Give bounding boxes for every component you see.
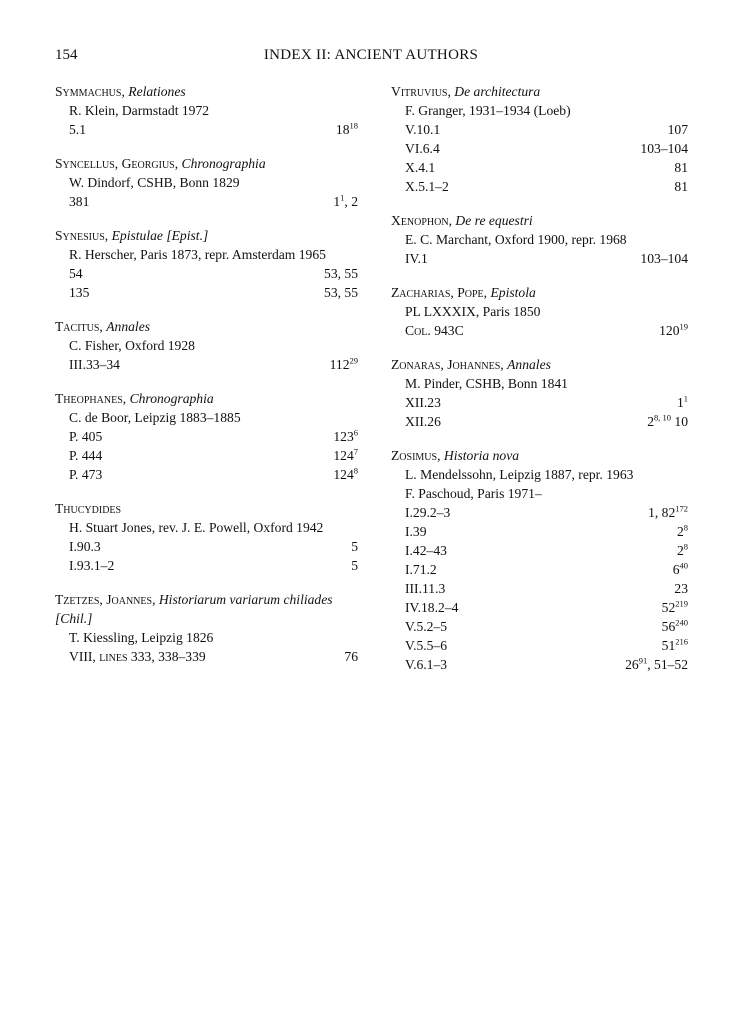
- reference-pages: $124^7$: [333, 446, 358, 463]
- reference-location: XII.23: [405, 395, 441, 410]
- work-title: Annales: [106, 319, 151, 334]
- reference-pages: 103–104: [640, 141, 688, 156]
- reference-pages: 103–104: [640, 251, 688, 266]
- reference-pages: 5: [351, 558, 358, 573]
- index-entry: [55, 389, 358, 484]
- reference-pages: $26^{91}$, 51–52: [625, 655, 688, 672]
- reference-row: [391, 522, 688, 541]
- index-entry: [55, 226, 358, 302]
- reference-pages: 2$^{8, 10}$ 10: [647, 412, 688, 429]
- reference-row: [55, 264, 358, 283]
- reference-location: I.39: [405, 524, 427, 539]
- author-name: Theophanes: [55, 391, 123, 406]
- reference-location: I.71.2: [405, 562, 437, 577]
- index-entry: [391, 283, 688, 340]
- work-title: De architectura: [454, 84, 541, 99]
- author-line: Vitruvius, De architectura: [391, 84, 541, 99]
- reference-pages: 1, $82^{172}$: [648, 503, 688, 520]
- work-title: De re equestri: [455, 213, 533, 228]
- reference-row: [55, 355, 358, 374]
- index-entry: [391, 446, 688, 674]
- index-column-left: [55, 82, 358, 681]
- reference-row: [55, 556, 358, 575]
- author-line: Synesius, Epistulae [Epist.]: [55, 228, 209, 243]
- reference-pages: 23: [674, 581, 688, 596]
- reference-row: [391, 503, 688, 522]
- author-name: Tacitus: [55, 319, 100, 334]
- reference-pages: $18^{18}$: [335, 120, 358, 137]
- author-line: Zosimus, Historia nova: [391, 448, 520, 463]
- edition-line: W. Dindorf, CSHB, Bonn 1829: [69, 175, 240, 190]
- author-name: Zacharias, Pope: [391, 285, 484, 300]
- reference-location: P. 473: [69, 467, 103, 482]
- footnote-number: 1: [340, 192, 345, 203]
- work-title: Chronographia: [181, 156, 266, 171]
- work-title: Historia nova: [443, 448, 520, 463]
- reference-pages: 53, 55: [324, 266, 358, 281]
- author-line: Tacitus, Annales: [55, 319, 151, 334]
- reference-pages: 81: [674, 160, 688, 175]
- edition-line: C. de Boor, Leipzig 1883–1885: [69, 410, 241, 425]
- reference-row: [55, 427, 358, 446]
- work-title: Historiarum variarum chiliades: [158, 592, 333, 607]
- reference-pages: $1^1$, 2: [333, 192, 358, 209]
- footnote-number: 8: [683, 541, 688, 552]
- reference-row: [391, 177, 688, 196]
- author-name: Synesius: [55, 228, 105, 243]
- footnote-number: 91: [638, 655, 648, 666]
- reference-row: [391, 139, 688, 158]
- reference-pages: $112^{29}$: [329, 355, 358, 372]
- author-name: Vitruvius: [391, 84, 448, 99]
- reference-location: X.4.1: [405, 160, 436, 175]
- author-line: Syncellus, Georgius, Chronographia: [55, 156, 266, 171]
- reference-pages: $6^{40}$: [672, 560, 688, 577]
- author-line: [55, 499, 358, 518]
- work-title: Epistola: [490, 285, 536, 300]
- reference-location: 54: [69, 266, 83, 281]
- reference-pages: 81: [674, 179, 688, 194]
- author-line: Symmachus, Relationes: [55, 84, 186, 99]
- reference-pages: 76: [344, 649, 358, 664]
- footnote-number: 219: [675, 598, 688, 609]
- footnote-number: 19: [679, 321, 688, 332]
- reference-row: [391, 579, 688, 598]
- footnote-number: 18: [349, 120, 358, 131]
- author-name: Syncellus, Georgius: [55, 156, 175, 171]
- index-entry: [391, 82, 688, 196]
- reference-pages: $51^{216}$: [661, 636, 688, 653]
- reference-row: [391, 120, 688, 139]
- reference-location: 135: [69, 285, 90, 300]
- work-title-continued: [Chil.]: [55, 611, 93, 626]
- index-entry: [55, 317, 358, 374]
- footnote-number: 40: [679, 560, 688, 571]
- author-line: Theophanes, Chronographia: [55, 391, 214, 406]
- reference-pages: $2^8$: [676, 522, 688, 539]
- reference-location: I.29.2–3: [405, 505, 451, 520]
- reference-location: Col. 943C: [405, 323, 464, 338]
- reference-location: I.42–43: [405, 543, 447, 558]
- reference-location: V.6.1–3: [405, 657, 448, 672]
- reference-pages: $123^6$: [333, 427, 358, 444]
- footnote-number: 240: [675, 617, 688, 628]
- edition-line: R. Herscher, Paris 1873, repr. Amsterdam 1965: [69, 247, 326, 262]
- edition-line: M. Pinder, CSHB, Bonn 1841: [405, 376, 568, 391]
- author-line: Xenophon, De re equestri: [391, 213, 533, 228]
- footnote-number: 7: [353, 446, 358, 457]
- edition-line: PL LXXXIX, Paris 1850: [405, 304, 541, 319]
- work-title: Chronographia: [129, 391, 214, 406]
- reference-location: IV.18.2–4: [405, 600, 459, 615]
- index-entry: [55, 590, 358, 666]
- edition-line: L. Mendelssohn, Leipzig 1887, repr. 1963: [405, 467, 634, 482]
- reference-row: [391, 636, 688, 655]
- author-name: Xenophon: [391, 213, 449, 228]
- reference-location: III.11.3: [405, 581, 446, 596]
- author-line: Zacharias, Pope, Epistola: [391, 285, 536, 300]
- reference-row: [391, 393, 688, 412]
- index-column-right: [391, 82, 688, 689]
- running-head: INDEX II: ANCIENT AUTHORS: [263, 47, 479, 63]
- edition-line: E. C. Marchant, Oxford 1900, repr. 1968: [405, 232, 627, 247]
- reference-location: V.5.5–6: [405, 638, 448, 653]
- edition-line: F. Granger, 1931–1934 (Loeb): [405, 103, 571, 118]
- reference-row: [391, 321, 688, 340]
- page-number: 154: [55, 47, 78, 63]
- reference-pages: $120^{19}$: [659, 321, 688, 338]
- work-title: Relationes: [128, 84, 186, 99]
- footnote-number: 29: [349, 355, 358, 366]
- index-entry: [391, 211, 688, 268]
- edition-line: T. Kiessling, Leipzig 1826: [69, 630, 214, 645]
- reference-row: [55, 647, 358, 666]
- reference-location: VIII, lines 333, 338–339: [69, 649, 206, 664]
- reference-location: P. 405: [69, 429, 103, 444]
- index-entry: [391, 355, 688, 431]
- reference-location: 381: [69, 194, 90, 209]
- author-name: Zosimus: [391, 448, 438, 463]
- reference-row: [55, 465, 358, 484]
- reference-pages: $124^8$: [333, 465, 358, 482]
- reference-location: I.93.1–2: [69, 558, 115, 573]
- edition-line: C. Fisher, Oxford 1928: [69, 338, 195, 353]
- reference-row: [55, 120, 358, 139]
- author-name: Zonaras, Johannes: [391, 357, 501, 372]
- index-entry: [55, 154, 358, 211]
- reference-location: III.33–34: [69, 357, 120, 372]
- reference-row: [391, 598, 688, 617]
- footnote-number: 8: [683, 522, 688, 533]
- reference-location: V.10.1: [405, 122, 441, 137]
- reference-row: [55, 446, 358, 465]
- reference-location: P. 444: [69, 448, 103, 463]
- page-header: [0, 47, 742, 71]
- reference-pages: $52^{219}$: [661, 598, 688, 615]
- reference-row: [55, 192, 358, 211]
- reference-location: XII.26: [405, 414, 441, 429]
- author-name: Thucydides: [55, 501, 122, 516]
- reference-location: VI.6.4: [405, 141, 440, 156]
- reference-row: [391, 249, 688, 268]
- author-name: Tzetzes, Joannes: [55, 592, 153, 607]
- author-name: Symmachus: [55, 84, 122, 99]
- work-title: Epistulae [Epist.]: [111, 228, 209, 243]
- edition-line: R. Klein, Darmstadt 1972: [69, 103, 210, 118]
- index-entry: [55, 82, 358, 139]
- reference-pages: $2^8$: [676, 541, 688, 558]
- reference-row: [55, 283, 358, 302]
- work-title: Annales: [507, 357, 551, 372]
- footnote-number: 216: [675, 636, 688, 647]
- footnote-number: 8, 10: [654, 412, 671, 423]
- reference-row: [391, 655, 688, 674]
- reference-pages: 53, 55: [324, 285, 358, 300]
- reference-location: V.5.2–5: [405, 619, 448, 634]
- reference-location: I.90.3: [69, 539, 101, 554]
- reference-row: [391, 412, 688, 431]
- reference-row: [391, 541, 688, 560]
- edition-line: F. Paschoud, Paris 1971–: [405, 486, 542, 501]
- reference-row: [391, 158, 688, 177]
- reference-pages: $1^1$: [676, 393, 688, 410]
- reference-pages: 107: [667, 122, 688, 137]
- edition-line: H. Stuart Jones, rev. J. E. Powell, Oxford 1942: [69, 520, 324, 535]
- reference-location: X.5.1–2: [405, 179, 449, 194]
- author-line: Zonaras, Johannes, Annales: [391, 357, 551, 372]
- reference-location: IV.1: [405, 251, 428, 266]
- footnote-number: 6: [353, 427, 358, 438]
- footnote-number: 8: [353, 465, 358, 476]
- reference-row: [391, 617, 688, 636]
- reference-row: [391, 560, 688, 579]
- reference-pages: 5: [351, 539, 358, 554]
- reference-row: [55, 537, 358, 556]
- reference-pages: $56^{240}$: [661, 617, 688, 634]
- footnote-number: 1: [683, 393, 688, 404]
- author-line: Tzetzes, Joannes, Historiarum variarum chiliades: [55, 592, 333, 607]
- reference-location: 5.1: [69, 122, 86, 137]
- footnote-number: 172: [675, 503, 688, 514]
- index-entry: [55, 499, 358, 575]
